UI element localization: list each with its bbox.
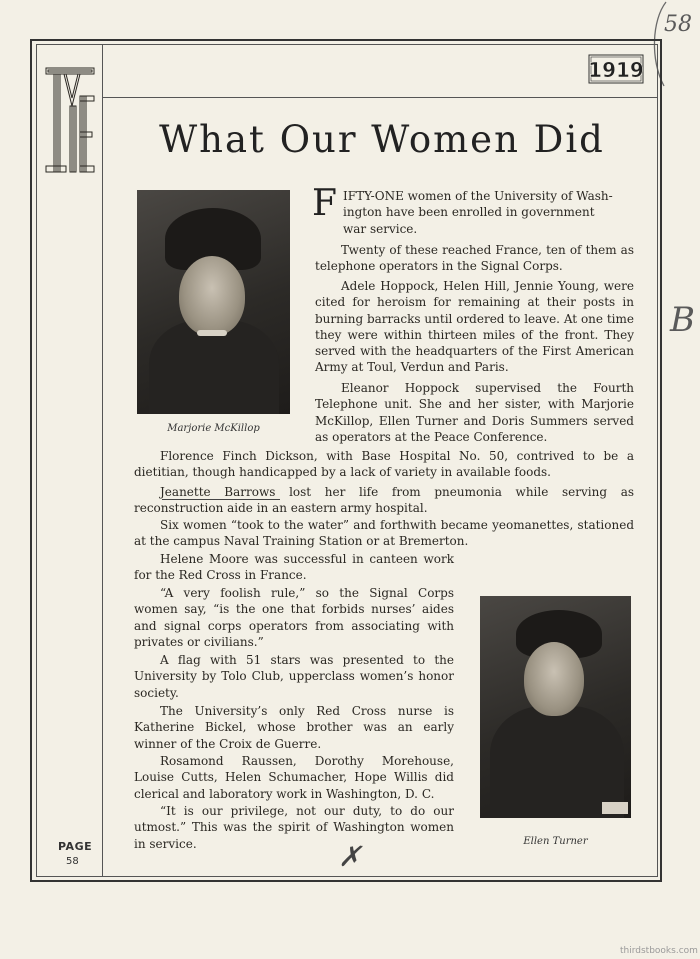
pencil-margin-mark: B — [670, 300, 695, 340]
article-paragraph: Eleanor Hoppock supervised the Fourth Telephone unit. She and her sister, with Marjorie McKillop, Ellen Turner and Doris Summers served as operators at the Peace Conference. — [315, 381, 634, 444]
photo-caption: Marjorie McKillop — [167, 423, 260, 434]
article-paragraph: Adele Hoppock, Helen Hill, Jennie Young, were cited for heroism for remaining at their posts in burning barracks until ordered to leave. At one time they were within thirteen miles of the front. They served with the headquarters of the First American Army at Toul, Verdun and Paris. — [315, 279, 634, 375]
article-paragraph: Six women “took to the water” and forthwith became yeomanettes, stationed at the campus Naval Training Station or at Bremerton. — [134, 518, 634, 549]
pencil-bottom-mark: ✗ — [338, 840, 362, 873]
article-paragraph: “A very foolish rule,” so the Signal Corps women say, “is the one that forbids nurses’ aides and signal corps operators from associating with privates or civilians.” — [134, 586, 454, 649]
watermark: thirdstbooks.com — [620, 946, 698, 956]
portrait-photo-ellen — [480, 596, 631, 818]
page-label: PAGE — [58, 840, 93, 853]
page-number: 58 — [66, 856, 79, 867]
article-paragraph: “It is our privilege, not our duty, to do our utmost.” This was the spirit of Washington women in service. — [134, 804, 454, 851]
pencil-page-annotation: 58 — [664, 12, 692, 37]
portrait-photo-marjorie — [137, 190, 290, 414]
left-strip-divider — [102, 44, 103, 877]
pencil-underline — [162, 499, 280, 500]
article-paragraph: The University’s only Red Cross nurse is Katherine Bickel, whose brother was an early winner of the Croix de Guerre. — [134, 704, 454, 751]
drop-cap: F — [312, 183, 337, 224]
tyee-logo — [44, 66, 96, 176]
article-paragraph: IFTY-ONE women of the University of Wash- ington have been enrolled in government war service. — [343, 189, 613, 236]
year-text: 1919 — [588, 58, 644, 82]
article-paragraph: Helene Moore was successful in canteen work for the Red Cross in France. — [134, 552, 454, 583]
article-paragraph: Rosamond Raussen, Dorothy Morehouse, Louise Cutts, Helen Schumacher, Hope Willis did clerical and laboratory work in Washington, D. C. — [134, 754, 454, 801]
article-paragraph: Florence Finch Dickson, with Base Hospital No. 50, contrived to be a dietitian, though handicapped by a lack of variety in available foods. — [134, 449, 634, 480]
page-title: What Our Women Did — [159, 118, 605, 161]
photo-caption: Ellen Turner — [523, 836, 588, 847]
article-paragraph: Twenty of these reached France, ten of them as telephone operators in the Signal Corps. — [315, 243, 634, 274]
article-paragraph: A flag with 51 stars was presented to the University by Tolo Club, upperclass women’s honor society. — [134, 653, 454, 700]
header-rule — [102, 97, 658, 98]
year-badge — [588, 54, 644, 84]
article-paragraph: Jeanette Barrows lost her life from pneumonia while serving as reconstruction aide in an eastern army hospital. — [134, 485, 634, 516]
